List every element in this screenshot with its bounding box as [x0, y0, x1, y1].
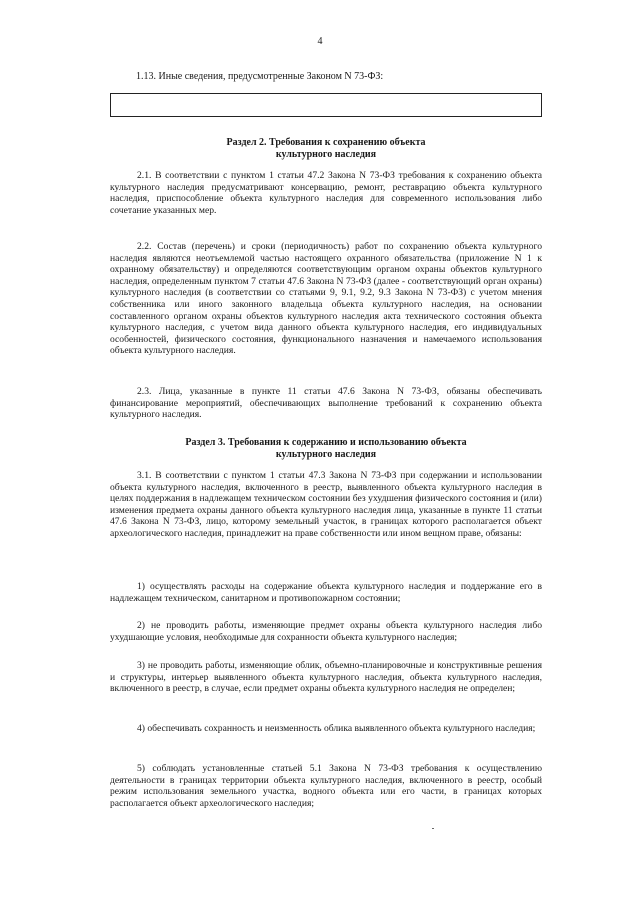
scan-speck — [432, 828, 434, 829]
list-item-5: 5) соблюдать установленные статьей 5.1 Закона N 73-ФЗ требования к осуществлению деятельности в границах территории объекта культурного наследия, включенного в реестр, особый режим использования земельного участка, водного объекта или его части, в границах которых располагается объект археологического наследия; — [110, 763, 542, 809]
other-info-box — [110, 93, 542, 117]
paragraph-3-1: 3.1. В соответствии с пунктом 1 статьи 47.3 Закона N 73-ФЗ при содержании и использовании объекта культурного наследия, включенного в реестр, выявленного объекта культурного наследия в целях поддержания в надлежащем техническом состоянии без ухудшения физического состояния и (или) изменения предмета охраны данного объекта культурного наследия лица, указанные в пункте 11 статьи 47.6 Закона N 73-ФЗ, лицо, которому земельный участок, в границах которого располагается объект археологического наследия, принадлежит на праве собственности или ином вещном праве, обязаны: — [110, 470, 542, 539]
page-number: 4 — [317, 36, 323, 47]
section-2-heading — [110, 137, 542, 160]
item-1-13-label: 1.13. Иные сведения, предусмотренные Законом N 73-ФЗ: — [136, 71, 384, 82]
paragraph-2-2: 2.2. Состав (перечень) и сроки (периодичность) работ по сохранению объекта культурного наследия являются неотъемлемой частью настоящего охранного обязательства (приложение N 1 к охранному обязательству) и определяются соответствующим органом охраны объектов культурного наследия, определенным пунктом 7 статьи 47.6 Закона N 73-ФЗ (далее - соответствующий орган охраны) культурного наследия (в соответствии со статьями 9, 9.1, 9.2, 9.3 Закона N 73-ФЗ) с учетом мнения собственника или иного законного владельца объекта культурного наследия, на основании составленного органом охраны объектов культурного наследия акта технического состояния объекта культурного наследия, с учетом вида данного объекта культурного наследия, его индивидуальных особенностей, физического состояния, функционального назначения и намечаемого использования объекта культурного наследия. — [110, 241, 542, 357]
section-3-heading — [110, 437, 542, 460]
list-item-4: 4) обеспечивать сохранность и неизменность облика выявленного объекта культурного наследия; — [137, 723, 536, 734]
section-3-heading-line1: Раздел 3. Требования к содержанию и использованию объекта — [185, 437, 467, 448]
section-2-heading-line1: Раздел 2. Требования к сохранению объекта — [226, 137, 426, 148]
section-2-heading-line2: культурного наследия — [275, 148, 377, 160]
paragraph-2-1: 2.1. В соответствии с пунктом 1 статьи 47.2 Закона N 73-ФЗ требования к сохранению объекта культурного наследия предусматривают консервацию, ремонт, реставрацию объекта культурного наследия, приспособление объекта культурного наследия для современного использования либо сочетание указанных мер. — [110, 170, 542, 216]
list-item-1: 1) осуществлять расходы на содержание объекта культурного наследия и поддержание его в надлежащем техническом, санитарном и противопожарном состоянии; — [110, 581, 542, 604]
paragraph-2-3: 2.3. Лица, указанные в пункте 11 статьи 47.6 Закона N 73-ФЗ, обязаны обеспечивать финансирование мероприятий, обеспечивающих выполнение требований к сохранению объекта культурного наследия. — [110, 386, 542, 421]
section-3-heading-line2: культурного наследия — [275, 448, 377, 460]
list-item-2: 2) не проводить работы, изменяющие предмет охраны объекта культурного наследия либо ухудшающие условия, необходимые для сохранности объекта культурного наследия; — [110, 620, 542, 643]
list-item-3: 3) не проводить работы, изменяющие облик, объемно-планировочные и конструктивные решения и структуры, интерьер выявленного объекта культурного наследия, объекта культурного наследия, включенного в реестр, в случае, если предмет охраны объекта культурного наследия не определен; — [110, 660, 542, 695]
